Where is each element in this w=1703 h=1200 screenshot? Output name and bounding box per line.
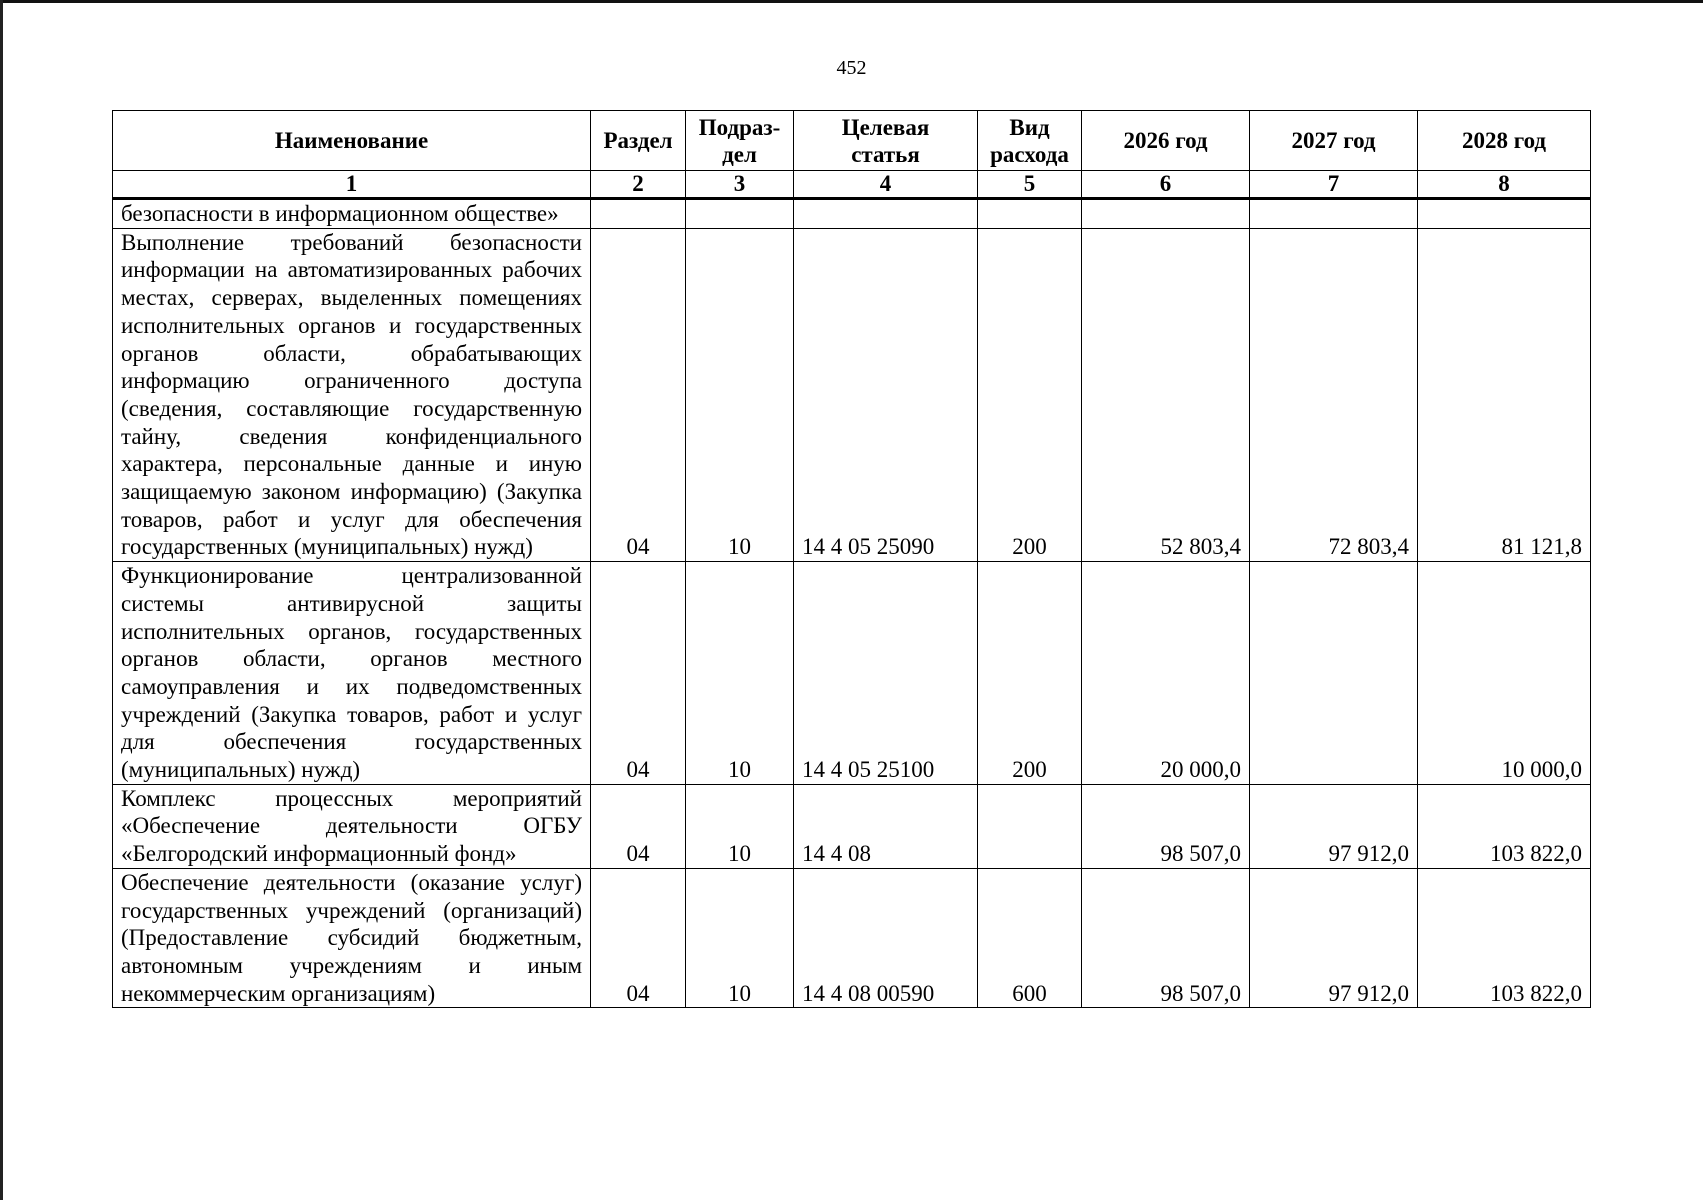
column-number: 2 <box>591 171 686 199</box>
row-2028: 103 822,0 <box>1418 868 1591 1008</box>
table-row <box>113 199 1591 229</box>
row-2026: 52 803,4 <box>1082 228 1250 561</box>
row-subsection <box>686 199 794 229</box>
header-section: Раздел <box>591 111 686 171</box>
header-subsection: Подраз- дел <box>686 111 794 171</box>
row-name: Обеспечение деятельности (оказание услуг) государственных учреждений (организаций) (Предоставление субсидий бюджетным, автономным учреждениям и иным некоммерческим организациям) <box>113 868 591 1008</box>
row-subsection: 10 <box>686 868 794 1008</box>
table-row <box>113 228 1591 561</box>
row-section <box>591 199 686 229</box>
row-2027: 97 912,0 <box>1250 784 1418 868</box>
row-section: 04 <box>591 784 686 868</box>
row-subsection: 10 <box>686 784 794 868</box>
row-target-article <box>794 199 978 229</box>
row-target-article: 14 4 05 25100 <box>794 562 978 785</box>
table-row <box>113 784 1591 868</box>
header-expense-type: Вид расхода <box>978 111 1082 171</box>
column-number: 1 <box>113 171 591 199</box>
row-2026: 20 000,0 <box>1082 562 1250 785</box>
row-subsection: 10 <box>686 562 794 785</box>
row-name: Комплекс процессных мероприятий «Обеспечение деятельности ОГБУ «Белгородский информационный фонд» <box>113 784 591 868</box>
row-2026: 98 507,0 <box>1082 784 1250 868</box>
row-target-article: 14 4 08 00590 <box>794 868 978 1008</box>
column-number: 8 <box>1418 171 1591 199</box>
row-section: 04 <box>591 562 686 785</box>
header-2028: 2028 год <box>1418 111 1591 171</box>
column-number-row <box>113 171 1591 199</box>
header-target-article: Целевая статья <box>794 111 978 171</box>
scan-top-edge <box>0 0 1703 3</box>
row-target-article: 14 4 05 25090 <box>794 228 978 561</box>
row-2028: 103 822,0 <box>1418 784 1591 868</box>
column-number: 4 <box>794 171 978 199</box>
row-name: Функционирование централизованной системы антивирусной защиты исполнительных органов, государственных органов области, органов местного самоуправления и их подведомственных учреждений (Закупка товаров, работ и услуг для обеспечения государственных (муниципальных) нужд) <box>113 562 591 785</box>
row-2026 <box>1082 199 1250 229</box>
budget-table <box>112 110 1591 1008</box>
header-2026: 2026 год <box>1082 111 1250 171</box>
table-row <box>113 562 1591 785</box>
row-2028 <box>1418 199 1591 229</box>
row-2028: 81 121,8 <box>1418 228 1591 561</box>
row-expense-type: 200 <box>978 228 1082 561</box>
row-2027: 72 803,4 <box>1250 228 1418 561</box>
row-expense-type: 200 <box>978 562 1082 785</box>
scan-left-edge <box>0 0 3 1200</box>
column-number: 7 <box>1250 171 1418 199</box>
row-name: Выполнение требований безопасности информации на автоматизированных рабочих местах, серверах, выделенных помещениях исполнительных органов и государственных органов области, обрабатывающих информацию ограниченного доступа (сведения, составляющие государственную тайну, сведения конфиденциального характера, персональные данные и иную защищаемую законом информацию) (Закупка товаров, работ и услуг для обеспечения государственных (муниципальных) нужд) <box>113 228 591 561</box>
column-number: 6 <box>1082 171 1250 199</box>
header-row <box>113 111 1591 171</box>
table-row <box>113 868 1591 1008</box>
page-number: 452 <box>836 57 867 79</box>
row-2028: 10 000,0 <box>1418 562 1591 785</box>
header-name: Наименование <box>113 111 591 171</box>
row-section: 04 <box>591 868 686 1008</box>
row-expense-type <box>978 199 1082 229</box>
row-subsection: 10 <box>686 228 794 561</box>
row-2026: 98 507,0 <box>1082 868 1250 1008</box>
row-2027 <box>1250 562 1418 785</box>
row-2027: 97 912,0 <box>1250 868 1418 1008</box>
row-expense-type: 600 <box>978 868 1082 1008</box>
row-name: безопасности в информационном обществе» <box>113 199 591 229</box>
header-2027: 2027 год <box>1250 111 1418 171</box>
row-target-article: 14 4 08 <box>794 784 978 868</box>
column-number: 5 <box>978 171 1082 199</box>
row-2027 <box>1250 199 1418 229</box>
column-number: 3 <box>686 171 794 199</box>
row-section: 04 <box>591 228 686 561</box>
row-expense-type <box>978 784 1082 868</box>
